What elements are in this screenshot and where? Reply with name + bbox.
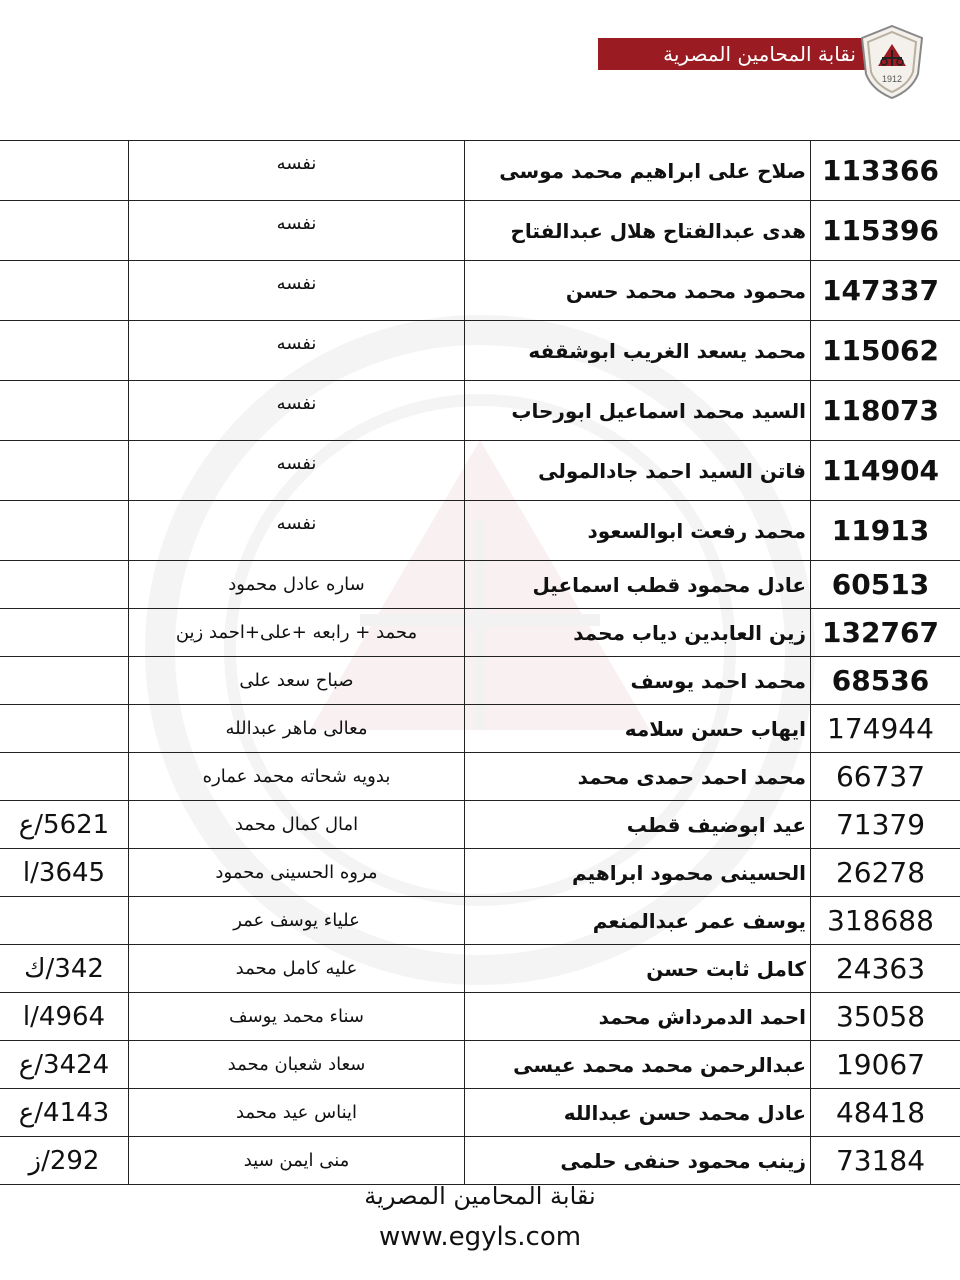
header-banner — [598, 38, 870, 70]
table-row — [0, 501, 960, 561]
row-id-cell: 24363 — [811, 945, 960, 993]
row-heir-cell: سناء محمد يوسف — [129, 993, 465, 1041]
table-row — [0, 1137, 960, 1185]
row-heir-cell: علياء يوسف عمر — [129, 897, 465, 945]
row-id-cell: 113366 — [811, 141, 960, 201]
table-row — [0, 141, 960, 201]
row-id-cell: 147337 — [811, 261, 960, 321]
row-heir-cell: نفسه — [129, 501, 465, 561]
row-code-cell: 4143/ع — [0, 1089, 129, 1137]
row-name-cell: الحسينى محمود ابراهيم — [465, 849, 811, 897]
table-row — [0, 561, 960, 609]
row-id-cell: 114904 — [811, 441, 960, 501]
row-id-cell: 66737 — [811, 753, 960, 801]
row-heir-cell: نفسه — [129, 321, 465, 381]
table-row — [0, 801, 960, 849]
row-code-cell: 292/ز — [0, 1137, 129, 1185]
row-code-cell: 3424/ع — [0, 1041, 129, 1089]
table-row — [0, 897, 960, 945]
row-heir-cell: محمد + رابعه +على+احمد زين — [129, 609, 465, 657]
syndicate-logo-icon — [852, 22, 932, 102]
row-code-cell — [0, 201, 129, 261]
row-name-cell: فاتن السيد احمد جادالمولى — [465, 441, 811, 501]
row-code-cell — [0, 141, 129, 201]
row-code-cell: 5621/ع — [0, 801, 129, 849]
row-id-cell: 115062 — [811, 321, 960, 381]
row-heir-cell: سعاد شعبان محمد — [129, 1041, 465, 1089]
members-table-wrapper — [0, 140, 960, 1185]
members-table — [0, 140, 960, 1185]
row-id-cell: 35058 — [811, 993, 960, 1041]
row-name-cell: السيد محمد اسماعيل ابورحاب — [465, 381, 811, 441]
row-code-cell — [0, 753, 129, 801]
row-code-cell: 342/ك — [0, 945, 129, 993]
row-name-cell: عيد ابوضيف قطب — [465, 801, 811, 849]
row-heir-cell: نفسه — [129, 441, 465, 501]
row-heir-cell: ايناس عيد محمد — [129, 1089, 465, 1137]
table-row — [0, 705, 960, 753]
row-heir-cell: منى ايمن سيد — [129, 1137, 465, 1185]
row-id-cell: 318688 — [811, 897, 960, 945]
row-code-cell — [0, 441, 129, 501]
row-heir-cell: نفسه — [129, 381, 465, 441]
row-id-cell: 48418 — [811, 1089, 960, 1137]
row-heir-cell: صباح سعد على — [129, 657, 465, 705]
row-id-cell: 68536 — [811, 657, 960, 705]
row-name-cell: صلاح على ابراهيم محمد موسى — [465, 141, 811, 201]
table-row — [0, 945, 960, 993]
table-row — [0, 657, 960, 705]
table-row — [0, 321, 960, 381]
row-heir-cell: ساره عادل محمود — [129, 561, 465, 609]
header-title: نقابة المحامين المصرية — [663, 42, 856, 66]
row-code-cell: 4964/ا — [0, 993, 129, 1041]
row-name-cell: كامل ثابت حسن — [465, 945, 811, 993]
row-code-cell — [0, 897, 129, 945]
row-code-cell — [0, 261, 129, 321]
row-name-cell: عادل محمود قطب اسماعيل — [465, 561, 811, 609]
row-code-cell: 3645/ا — [0, 849, 129, 897]
row-name-cell: احمد الدمرداش محمد — [465, 993, 811, 1041]
row-id-cell: 73184 — [811, 1137, 960, 1185]
row-name-cell: عبدالرحمن محمد محمد عيسى — [465, 1041, 811, 1089]
table-row — [0, 201, 960, 261]
table-row — [0, 441, 960, 501]
row-name-cell: زين العابدين دياب محمد — [465, 609, 811, 657]
table-row — [0, 1041, 960, 1089]
row-name-cell: عادل محمد حسن عبدالله — [465, 1089, 811, 1137]
table-row — [0, 381, 960, 441]
row-id-cell: 174944 — [811, 705, 960, 753]
row-code-cell — [0, 561, 129, 609]
row-name-cell: محمود محمد محمد حسن — [465, 261, 811, 321]
row-id-cell: 26278 — [811, 849, 960, 897]
table-row — [0, 261, 960, 321]
footer-title: نقابة المحامين المصرية — [364, 1182, 596, 1210]
row-code-cell — [0, 657, 129, 705]
row-code-cell — [0, 381, 129, 441]
row-name-cell: ايهاب حسن سلامه — [465, 705, 811, 753]
row-name-cell: هدى عبدالفتاح هلال عبدالفتاح — [465, 201, 811, 261]
footer-url[interactable]: www.egyls.com — [378, 1222, 582, 1252]
table-row — [0, 849, 960, 897]
row-code-cell — [0, 321, 129, 381]
row-heir-cell: نفسه — [129, 201, 465, 261]
row-name-cell: يوسف عمر عبدالمنعم — [465, 897, 811, 945]
table-row — [0, 753, 960, 801]
row-id-cell: 132767 — [811, 609, 960, 657]
row-name-cell: محمد يسعد الغريب ابوشقفه — [465, 321, 811, 381]
row-id-cell: 115396 — [811, 201, 960, 261]
table-row — [0, 993, 960, 1041]
row-heir-cell: معالى ماهر عبدالله — [129, 705, 465, 753]
row-heir-cell: عليه كامل محمد — [129, 945, 465, 993]
row-name-cell: محمد احمد حمدى محمد — [465, 753, 811, 801]
row-heir-cell: امال كمال محمد — [129, 801, 465, 849]
row-heir-cell: نفسه — [129, 141, 465, 201]
row-code-cell — [0, 705, 129, 753]
logo-year: 1912 — [881, 74, 903, 84]
row-id-cell: 19067 — [811, 1041, 960, 1089]
row-heir-cell: مروه الحسينى محمود — [129, 849, 465, 897]
row-heir-cell: بدويه شحاته محمد عماره — [129, 753, 465, 801]
row-name-cell: زينب محمود حنفى حلمى — [465, 1137, 811, 1185]
row-heir-cell: نفسه — [129, 261, 465, 321]
row-name-cell: محمد رفعت ابوالسعود — [465, 501, 811, 561]
row-id-cell: 118073 — [811, 381, 960, 441]
row-name-cell: محمد احمد يوسف — [465, 657, 811, 705]
table-row — [0, 1089, 960, 1137]
row-id-cell: 60513 — [811, 561, 960, 609]
table-row — [0, 609, 960, 657]
row-code-cell — [0, 501, 129, 561]
row-code-cell — [0, 609, 129, 657]
row-id-cell: 11913 — [811, 501, 960, 561]
row-id-cell: 71379 — [811, 801, 960, 849]
